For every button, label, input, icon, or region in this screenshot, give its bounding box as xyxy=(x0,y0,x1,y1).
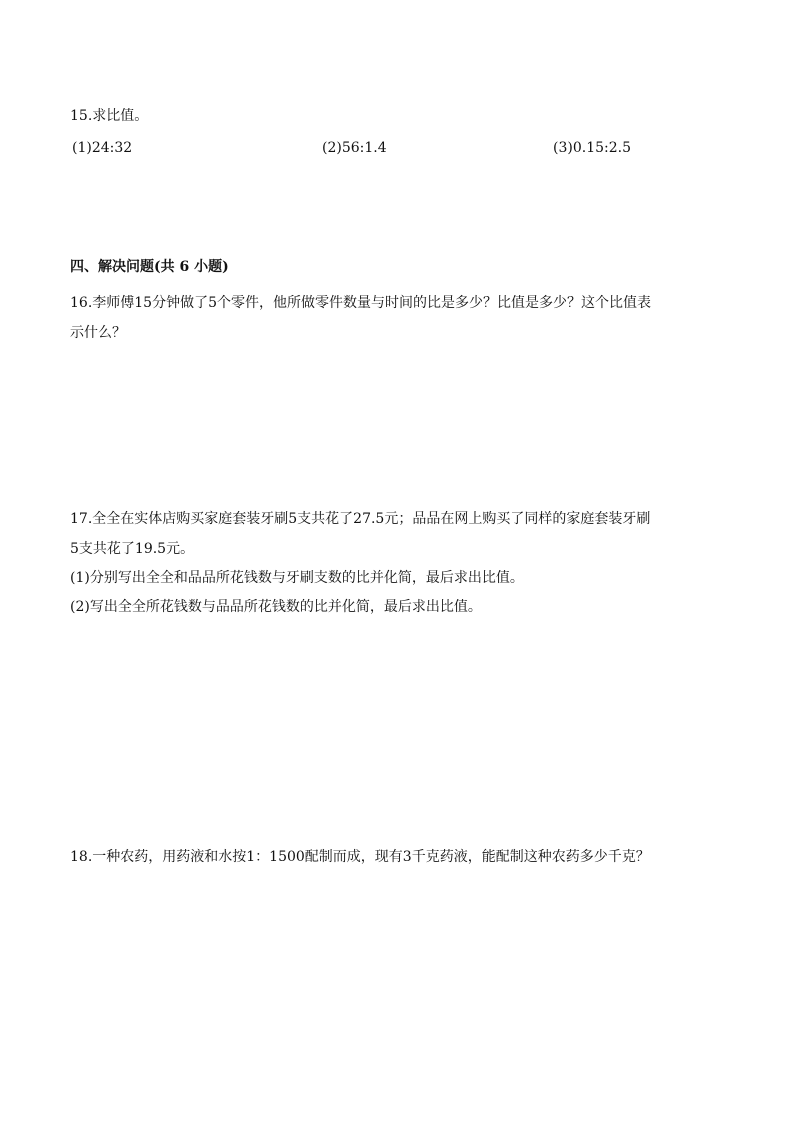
section-heading: 四、解决问题(共 6 小题) xyxy=(70,259,229,275)
q18-line-1: 18.一种农药，用药液和水按1：1500配制而成，现有3千克药液，能配制这种农药多少千克？ xyxy=(70,849,650,865)
q15-part-1: (1)24:32 xyxy=(72,140,133,156)
q15-title: 15.求比值。 xyxy=(70,108,149,124)
q17-sub-2: (2)写出全全所花钱数与品品所花钱数的比并化简，最后求出比值。 xyxy=(70,599,482,615)
q16-line-2: 示什么？ xyxy=(70,325,126,341)
q17-line-1: 17.全全在实体店购买家庭套装牙刷5支共花了27.5元；品品在网上购买了同样的家庭套装牙刷 xyxy=(70,511,651,527)
q16-line-1: 16.李师傅15分钟做了5个零件，他所做零件数量与时间的比是多少？比值是多少？这个比值表 xyxy=(70,295,651,311)
q15-part-2: (2)56:1.4 xyxy=(322,140,387,156)
q15-part-3: (3)0.15:2.5 xyxy=(553,140,631,156)
q17-sub-1: (1)分别写出全全和品品所花钱数与牙刷支数的比并化简，最后求出比值。 xyxy=(70,570,524,586)
q17-line-2: 5支共花了19.5元。 xyxy=(70,541,195,557)
